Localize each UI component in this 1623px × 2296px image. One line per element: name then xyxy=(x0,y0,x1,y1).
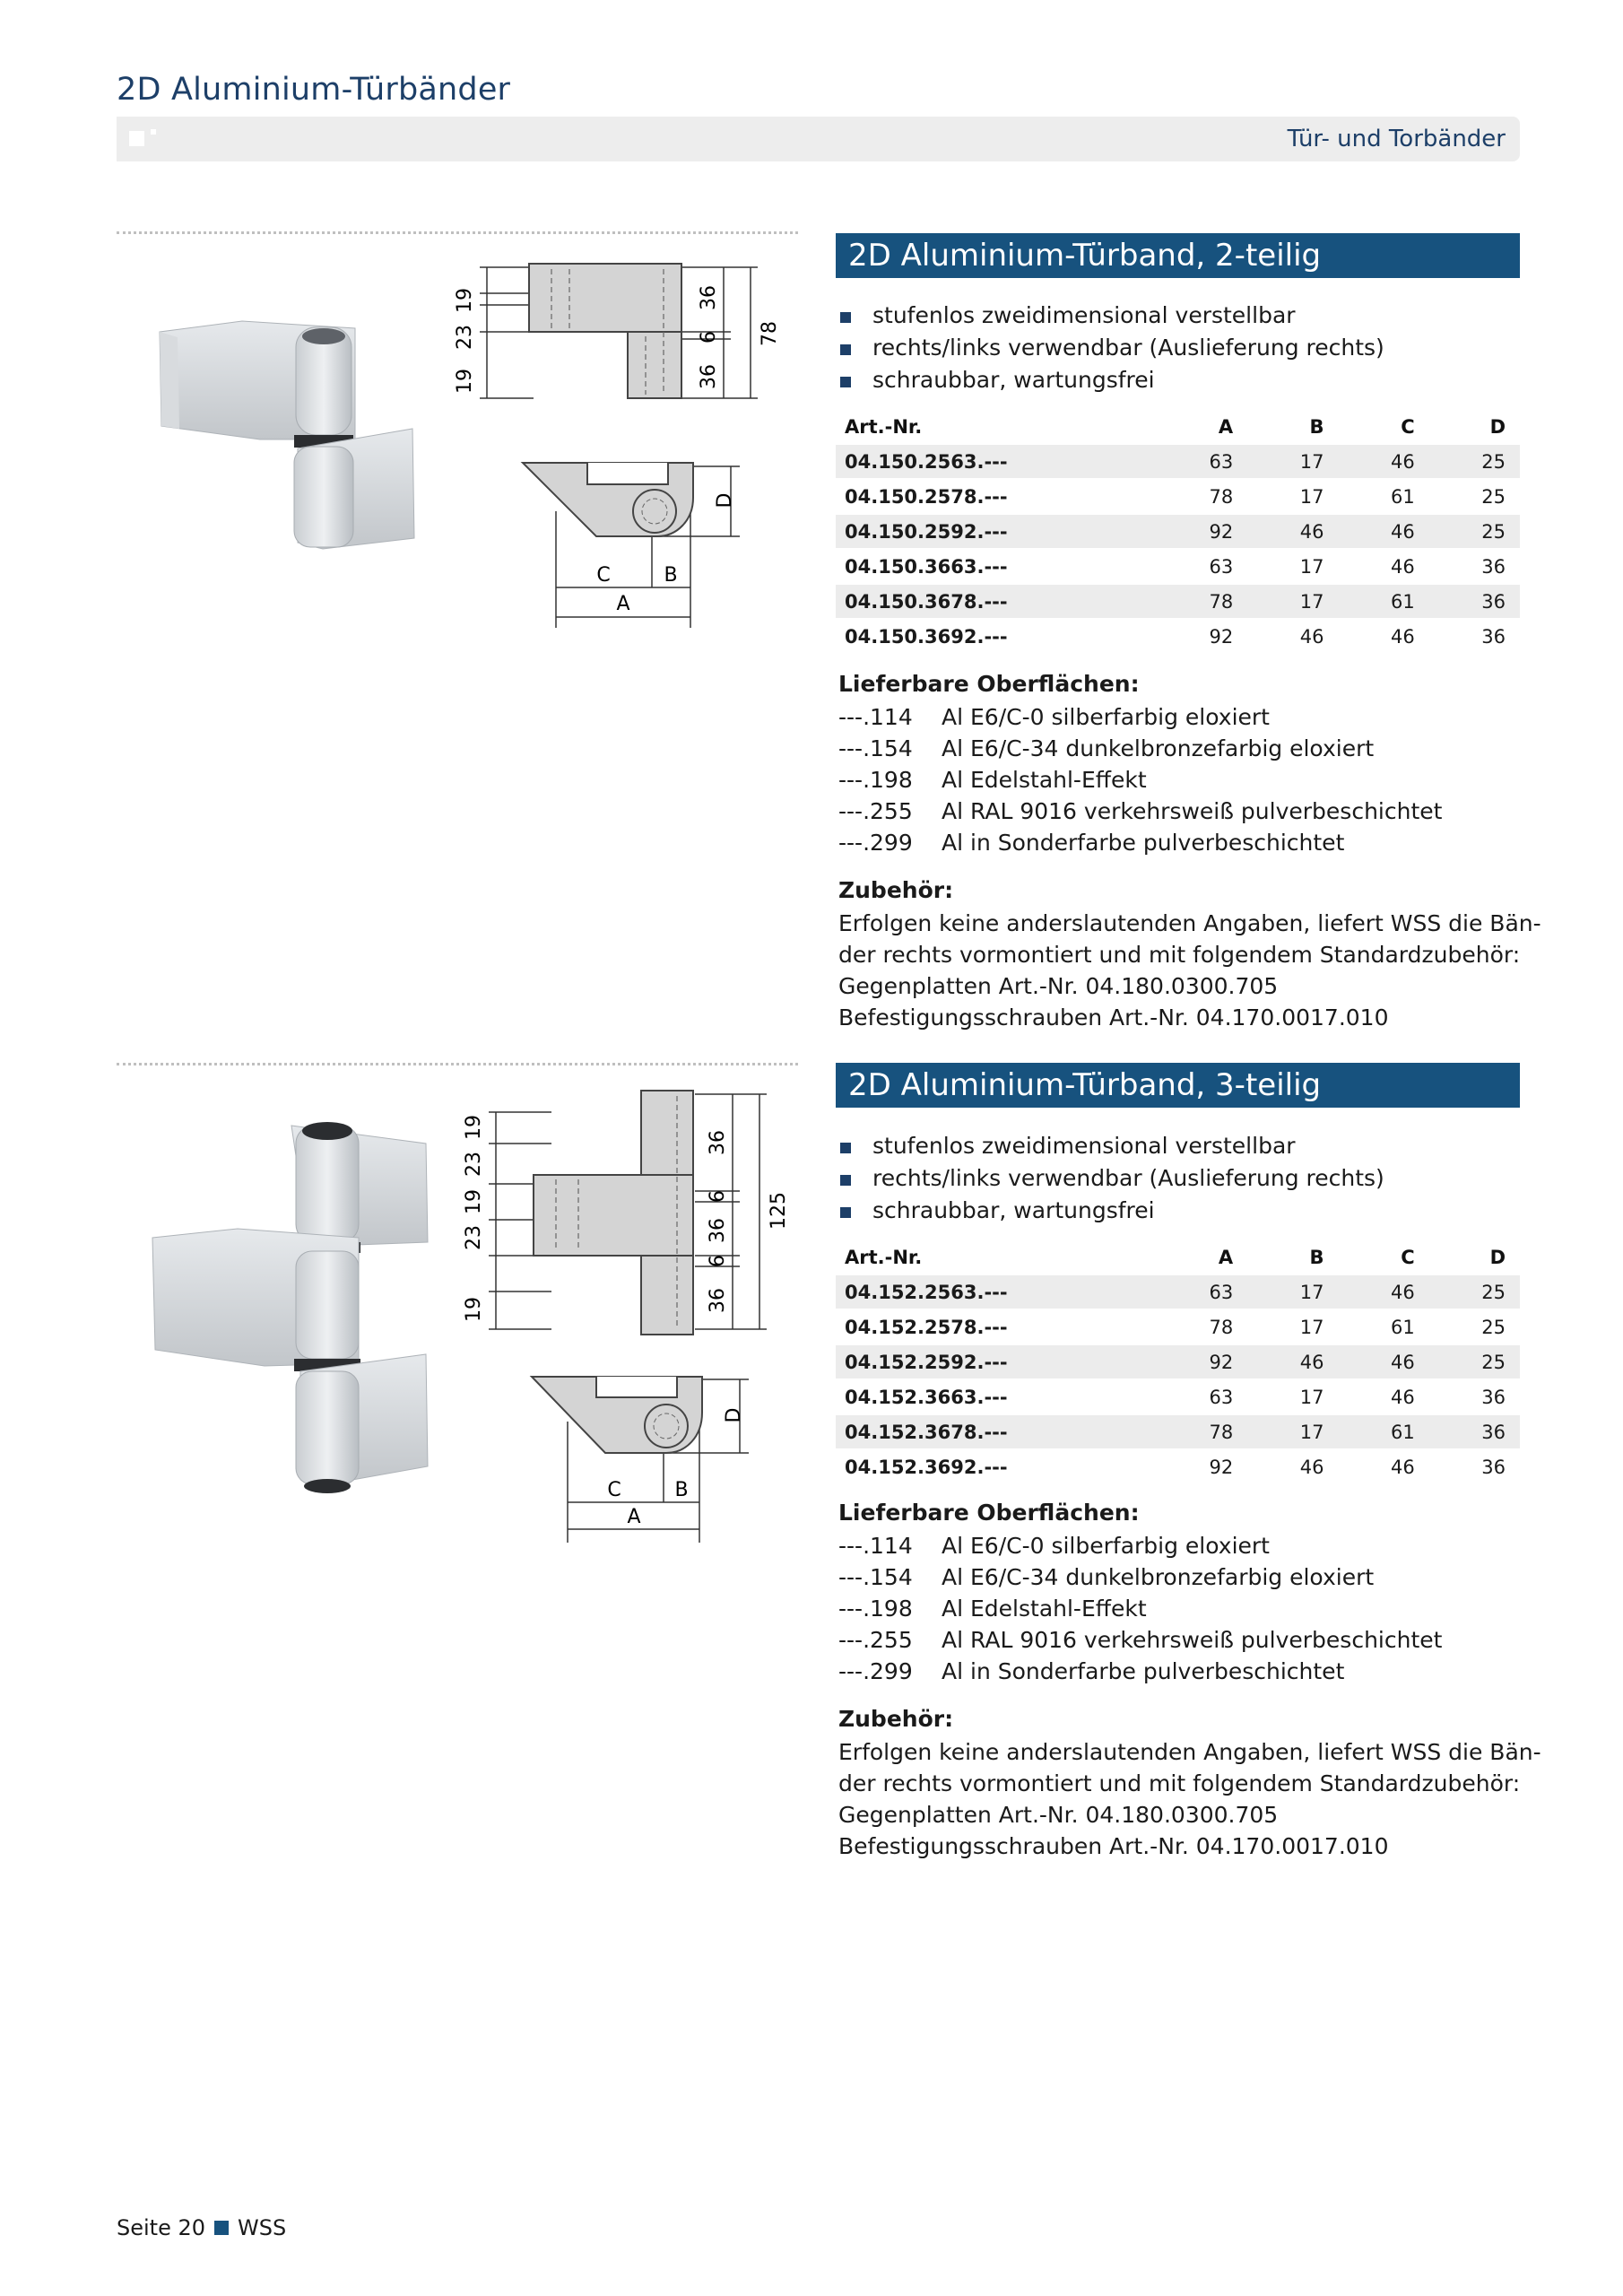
dim-right-2: 6 xyxy=(707,1190,729,1203)
dim-right-1: 36 xyxy=(707,1130,729,1155)
cell-art-nr: 04.152.2592.--- xyxy=(836,1344,1157,1379)
feature-item: stufenlos zweidimensional verstellbar xyxy=(838,1130,1520,1162)
surface-item xyxy=(838,1530,1520,1561)
section-1-surfaces-title: Lieferbare Oberflächen: xyxy=(838,671,1140,697)
table-row xyxy=(836,1344,1520,1379)
accessories-line: Erfolgen keine anderslautenden Angaben, liefert WSS die Bän- xyxy=(838,910,1541,936)
page-title: 2D Aluminium-Türbänder xyxy=(117,72,511,108)
cell-c: 46 xyxy=(1338,1344,1428,1379)
col-a: A xyxy=(1157,411,1247,444)
feature-item: rechts/links verwendbar (Auslieferung rechts) xyxy=(838,1162,1520,1195)
dim-left-4: 23 xyxy=(463,1225,485,1250)
surface-desc: Al Edelstahl-Effekt xyxy=(942,767,1147,793)
cell-b: 46 xyxy=(1247,1449,1338,1484)
table-header-row xyxy=(836,1241,1520,1274)
section-1-accessories-title: Zubehör: xyxy=(838,877,954,903)
cell-art-nr: 04.150.2592.--- xyxy=(836,514,1157,549)
cell-c: 61 xyxy=(1338,584,1428,619)
dim-left-3: 19 xyxy=(463,1189,485,1214)
table-row xyxy=(836,1449,1520,1484)
cell-b: 17 xyxy=(1247,1309,1338,1344)
dim-a: A xyxy=(616,593,630,615)
section-2-divider xyxy=(117,1063,798,1065)
section-2-heading: 2D Aluminium-Türband, 3-teilig xyxy=(836,1063,1520,1108)
cell-art-nr: 04.152.2563.--- xyxy=(836,1274,1157,1309)
cell-b: 17 xyxy=(1247,1274,1338,1309)
cell-a: 92 xyxy=(1157,1449,1247,1484)
surface-code: ---.255 xyxy=(838,1627,913,1653)
col-b: B xyxy=(1247,411,1338,444)
col-art-nr: Art.-Nr. xyxy=(836,1241,1157,1274)
footer-brand: WSS xyxy=(238,2215,287,2240)
header-bar xyxy=(117,117,1520,161)
cell-art-nr: 04.150.3692.--- xyxy=(836,619,1157,654)
surface-desc: Al E6/C-0 silberfarbig eloxiert xyxy=(942,1533,1270,1559)
table-header-row xyxy=(836,411,1520,444)
cell-c: 61 xyxy=(1338,1309,1428,1344)
section-2-accessories-title: Zubehör: xyxy=(838,1706,954,1732)
section-1-heading: 2D Aluminium-Türband, 2-teilig xyxy=(836,233,1520,278)
cell-a: 92 xyxy=(1157,514,1247,549)
section-2-accessories xyxy=(838,1736,1541,1862)
accessories-line: Befestigungsschrauben Art.-Nr. 04.170.0017.010 xyxy=(838,1004,1389,1031)
table-row xyxy=(836,1309,1520,1344)
surface-item xyxy=(838,733,1520,764)
dim-left-5: 19 xyxy=(463,1297,485,1322)
dim-d: D xyxy=(723,1407,745,1423)
page-footer xyxy=(117,2215,286,2240)
table-row xyxy=(836,1414,1520,1449)
dim-b: B xyxy=(674,1479,689,1501)
cell-c: 46 xyxy=(1338,619,1428,654)
cell-art-nr: 04.150.3663.--- xyxy=(836,549,1157,584)
cell-c: 46 xyxy=(1338,444,1428,479)
surface-code: ---.198 xyxy=(838,767,913,793)
cell-art-nr: 04.152.3692.--- xyxy=(836,1449,1157,1484)
accessories-line: der rechts vormontiert und mit folgendem Standardzubehör: xyxy=(838,1770,1521,1796)
surface-desc: Al E6/C-34 dunkelbronzefarbig eloxiert xyxy=(942,1564,1375,1590)
section-2-surfaces-title: Lieferbare Oberflächen: xyxy=(838,1500,1140,1526)
table-row xyxy=(836,444,1520,479)
feature-item: schraubbar, wartungsfrei xyxy=(838,364,1520,396)
cell-b: 46 xyxy=(1247,1344,1338,1379)
col-b: B xyxy=(1247,1241,1338,1274)
hinge-2-part-photo xyxy=(152,314,430,556)
surface-desc: Al in Sonderfarbe pulverbeschichtet xyxy=(942,1658,1345,1684)
cell-b: 17 xyxy=(1247,1414,1338,1449)
dim-left-2: 23 xyxy=(454,325,476,350)
surface-desc: Al Edelstahl-Effekt xyxy=(942,1596,1147,1622)
col-c: C xyxy=(1338,411,1428,444)
header-category: Tür- und Torbänder xyxy=(1287,126,1506,152)
accessories-line: Erfolgen keine anderslautenden Angaben, liefert WSS die Bän- xyxy=(838,1739,1541,1765)
cell-art-nr: 04.150.3678.--- xyxy=(836,584,1157,619)
surface-code: ---.114 xyxy=(838,1533,913,1559)
accessories-line: der rechts vormontiert und mit folgendem Standardzubehör: xyxy=(838,942,1521,968)
dim-total: 78 xyxy=(759,321,781,346)
surface-code: ---.255 xyxy=(838,798,913,824)
dim-d: D xyxy=(714,492,736,509)
cell-art-nr: 04.152.2578.--- xyxy=(836,1309,1157,1344)
section-1-divider xyxy=(117,231,798,234)
dim-c: C xyxy=(596,564,611,587)
col-art-nr: Art.-Nr. xyxy=(836,411,1157,444)
table-row xyxy=(836,479,1520,514)
cell-b: 17 xyxy=(1247,444,1338,479)
footer-square-icon xyxy=(214,2221,229,2235)
cell-d: 36 xyxy=(1429,584,1520,619)
table-row xyxy=(836,1379,1520,1414)
dim-right-5: 36 xyxy=(707,1288,729,1313)
header-square-icon xyxy=(129,131,144,146)
feature-item: rechts/links verwendbar (Auslieferung rechts) xyxy=(838,332,1520,364)
cell-c: 61 xyxy=(1338,479,1428,514)
surface-item xyxy=(838,701,1520,733)
col-c: C xyxy=(1338,1241,1428,1274)
dim-b: B xyxy=(664,564,678,587)
cell-c: 46 xyxy=(1338,1449,1428,1484)
dim-a: A xyxy=(627,1506,641,1528)
dim-right-4: 6 xyxy=(707,1255,729,1267)
surface-code: ---.299 xyxy=(838,830,913,856)
surface-code: ---.114 xyxy=(838,704,913,730)
table-row xyxy=(836,619,1520,654)
cell-a: 63 xyxy=(1157,444,1247,479)
surface-desc: Al E6/C-0 silberfarbig eloxiert xyxy=(942,704,1270,730)
col-d: D xyxy=(1429,411,1520,444)
col-a: A xyxy=(1157,1241,1247,1274)
cell-b: 46 xyxy=(1247,619,1338,654)
cell-c: 46 xyxy=(1338,514,1428,549)
dim-left-2: 23 xyxy=(463,1152,485,1177)
hinge-3-part-drawing xyxy=(462,1076,816,1547)
surface-desc: Al E6/C-34 dunkelbronzefarbig eloxiert xyxy=(942,735,1375,761)
table-row xyxy=(836,1274,1520,1309)
cell-a: 92 xyxy=(1157,1344,1247,1379)
cell-d: 25 xyxy=(1429,1309,1520,1344)
surface-desc: Al RAL 9016 verkehrsweiß pulverbeschichtet xyxy=(942,1627,1443,1653)
cell-art-nr: 04.150.2578.--- xyxy=(836,479,1157,514)
cell-a: 78 xyxy=(1157,1309,1247,1344)
surface-item xyxy=(838,764,1520,796)
cell-d: 25 xyxy=(1429,479,1520,514)
surface-item xyxy=(838,1593,1520,1624)
dim-total: 125 xyxy=(768,1192,790,1230)
hinge-2-part-drawing xyxy=(453,251,807,628)
cell-art-nr: 04.152.3663.--- xyxy=(836,1379,1157,1414)
surface-item xyxy=(838,796,1520,827)
dim-left-1: 19 xyxy=(454,288,476,313)
surface-item xyxy=(838,1656,1520,1687)
accessories-line: Gegenplatten Art.-Nr. 04.180.0300.705 xyxy=(838,1802,1279,1828)
cell-a: 63 xyxy=(1157,549,1247,584)
dim-right-3: 36 xyxy=(707,1218,729,1243)
page-number: Seite 20 xyxy=(117,2215,206,2240)
hinge-3-part-photo xyxy=(148,1117,435,1502)
table-row xyxy=(836,549,1520,584)
dim-right-3: 36 xyxy=(698,364,720,389)
section-2-spec-table xyxy=(836,1241,1520,1485)
cell-b: 17 xyxy=(1247,1379,1338,1414)
cell-d: 36 xyxy=(1429,1449,1520,1484)
cell-a: 78 xyxy=(1157,1414,1247,1449)
cell-a: 78 xyxy=(1157,584,1247,619)
surface-item xyxy=(838,827,1520,858)
table-row xyxy=(836,584,1520,619)
cell-c: 46 xyxy=(1338,1379,1428,1414)
cell-d: 25 xyxy=(1429,514,1520,549)
surface-code: ---.154 xyxy=(838,735,913,761)
cell-a: 78 xyxy=(1157,479,1247,514)
section-1-spec-table xyxy=(836,411,1520,655)
cell-d: 36 xyxy=(1429,549,1520,584)
cell-b: 17 xyxy=(1247,584,1338,619)
section-1-surfaces xyxy=(838,701,1520,858)
cell-c: 46 xyxy=(1338,1274,1428,1309)
accessories-line: Gegenplatten Art.-Nr. 04.180.0300.705 xyxy=(838,973,1279,999)
surface-desc: Al in Sonderfarbe pulverbeschichtet xyxy=(942,830,1345,856)
accessories-line: Befestigungsschrauben Art.-Nr. 04.170.0017.010 xyxy=(838,1833,1389,1859)
section-2-features xyxy=(838,1130,1520,1227)
cell-b: 17 xyxy=(1247,549,1338,584)
dim-left-1: 19 xyxy=(463,1115,485,1140)
cell-d: 36 xyxy=(1429,619,1520,654)
cell-b: 46 xyxy=(1247,514,1338,549)
feature-item: stufenlos zweidimensional verstellbar xyxy=(838,300,1520,332)
cell-a: 92 xyxy=(1157,619,1247,654)
surface-item xyxy=(838,1561,1520,1593)
cell-art-nr: 04.150.2563.--- xyxy=(836,444,1157,479)
cell-a: 63 xyxy=(1157,1379,1247,1414)
cell-d: 25 xyxy=(1429,1274,1520,1309)
cell-c: 46 xyxy=(1338,549,1428,584)
col-d: D xyxy=(1429,1241,1520,1274)
dim-left-3: 19 xyxy=(454,369,476,394)
cell-art-nr: 04.152.3678.--- xyxy=(836,1414,1157,1449)
header-dot-icon xyxy=(151,129,156,135)
surface-item xyxy=(838,1624,1520,1656)
section-1-accessories xyxy=(838,908,1541,1033)
dim-c: C xyxy=(607,1479,621,1501)
section-1-features xyxy=(838,300,1520,396)
surface-desc: Al RAL 9016 verkehrsweiß pulverbeschichtet xyxy=(942,798,1443,824)
surface-code: ---.154 xyxy=(838,1564,913,1590)
surface-code: ---.198 xyxy=(838,1596,913,1622)
cell-d: 25 xyxy=(1429,444,1520,479)
dim-right-1: 36 xyxy=(698,285,720,310)
cell-a: 63 xyxy=(1157,1274,1247,1309)
cell-d: 36 xyxy=(1429,1414,1520,1449)
feature-item: schraubbar, wartungsfrei xyxy=(838,1195,1520,1227)
cell-b: 17 xyxy=(1247,479,1338,514)
cell-d: 25 xyxy=(1429,1344,1520,1379)
surface-code: ---.299 xyxy=(838,1658,913,1684)
cell-d: 36 xyxy=(1429,1379,1520,1414)
table-row xyxy=(836,514,1520,549)
dim-right-2: 6 xyxy=(698,331,720,344)
cell-c: 61 xyxy=(1338,1414,1428,1449)
section-2-surfaces xyxy=(838,1530,1520,1687)
